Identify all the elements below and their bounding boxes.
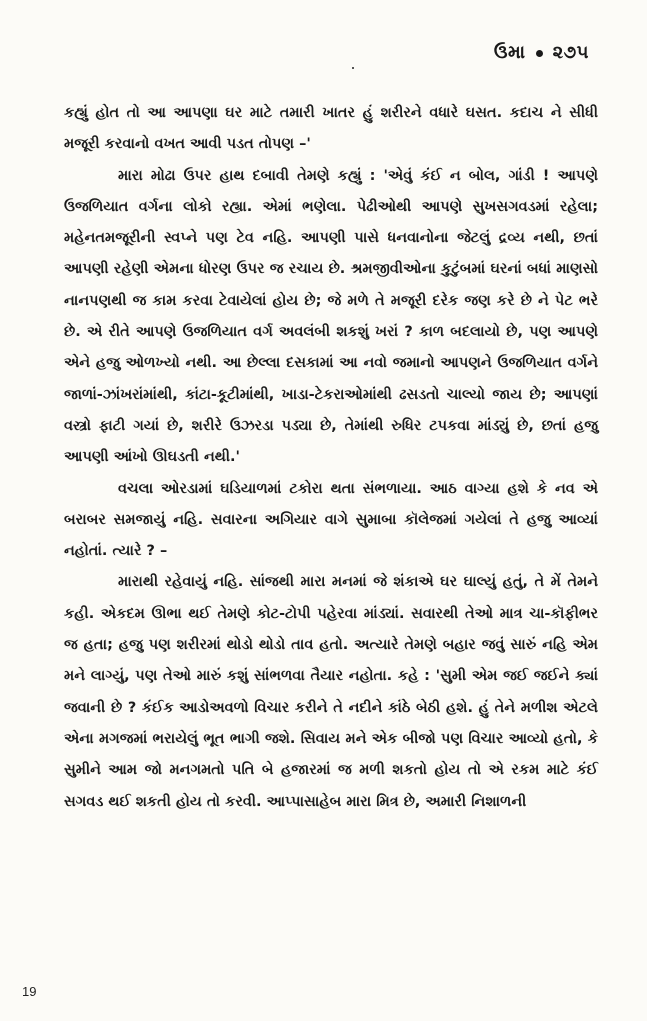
scan-speck	[352, 67, 354, 69]
paragraph-2: મારા મોઢા ઉપર હાથ દબાવી તેમણે કહ્યું : 'એવું કંઈ ન બોલ, ગાંડી ! આપણે ઉજળિયાત વર્ગના લોકો રહ્યા. એમાં ભણેલા. પેઢીઓથી આપણે સુખસગવડમાં રહેલા; મહેનતમજૂરીની સ્વપ્ને પણ ટેવ નહિ. આપણી પાસે ધનવાનોના જેટલું દ્રવ્ય નથી, છતાં આપણી રહેણી એમના ધોરણ ઉપર જ રચાય છે. શ્રમજીવીઓના કુટુંબમાં ઘરનાં બધાં માણસો નાનપણથી જ કામ કરવા ટેવાયેલાં હોય છે; જે મળે તે મજૂરી દરેક જણ કરે છે ને પેટ ભરે છે. એ રીતે આપણે ઉજળિયાત વર્ગ અવલંબી શકશું ખરાં ? કાળ બદલાયો છે, પણ આપણે એને હજુ ઓળખ્યો નથી. આ છેલ્લા દસકામાં આ નવો જમાનો આપણને ઉજળિયાત વર્ગને જાળાં-ઝાંખરાંમાંથી, કાંટા-કૂટીમાંથી, ખાડા-ટેકરાઓમાંથી ઢસડતો ચાલ્યો જાય છે; આપણાં વસ્ત્રો ફાટી ગયાં છે, શરીરે ઉઝરડા પડ્યા છે, તેમાંથી રુધિર ટપકવા માંડ્યું છે, છતાં હજુ આપણી આંખો ઊઘડતી નથી.'	[64, 167, 598, 466]
body-text	[64, 98, 598, 818]
header-page-label: ૨૭૫	[552, 42, 589, 63]
paragraph-3: વચલા ઓરડામાં ઘડિયાળમાં ટકોરા થતા સંભળાયા. આઠ વાગ્યા હશે કે નવ એ બરાબર સમજાયું નહિ. સવારના અગિયાર વાગે સુમાબા કૉલેજમાં ગયેલાં તે હજુ આવ્યાં નહોતાં. ત્યારે ? –	[64, 480, 598, 560]
bullet-separator	[536, 50, 543, 57]
running-title: ઉમા	[493, 42, 526, 63]
running-header	[494, 42, 589, 63]
paragraph-4: મારાથી રહેવાયું નહિ. સાંજથી મારા મનમાં જે શંકાએ ઘર ઘાલ્યું હતું, તે મેં તેમને કહી. એકદમ ઊભા થઈ તેમણે કોટ-ટોપી પહેરવા માંડ્યાં. સવારથી તેઓ માત્ર ચા-કૉફીભર જ હતા; હજુ પણ શરીરમાં થોડો થોડો તાવ હતો. અત્યારે તેમણે બહાર જવું સારું નહિ એમ મને લાગ્યું, પણ તેઓ મારું કશું સાંભળવા તૈયાર નહોતા. કહે : 'સુમી એમ જઈ જઈને ક્યાં જવાની છે ? કંઈક આડોઅવળો વિચાર કરીને તે નદીને કાંઠે બેઠી હશે. હું તેને મળીશ એટલે એના મગજમાં ભરાયેલું ભૂત ભાગી જશે. સિવાય મને એક બીજો પણ વિચાર આવ્યો હતો, કે સુમીને આમ જો મનગમતો પતિ બે હજારમાં જ મળી શકતો હોય તો એ રકમ માટે કંઈ સગવડ થઈ શકતી હોય તો કરવી. આપ્પાસાહેબ મારા મિત્ર છે, અમારી નિશાળની	[64, 574, 598, 810]
paragraph-1: કહ્યું હોત તો આ આપણા ઘર માટે તમારી ખાતર હું શરીરને વધારે ઘસત. કદાચ ને સીધી મજૂરી કરવાનો વખત આવી પડત તોપણ –'	[64, 105, 598, 153]
page-number: 19	[22, 984, 37, 999]
